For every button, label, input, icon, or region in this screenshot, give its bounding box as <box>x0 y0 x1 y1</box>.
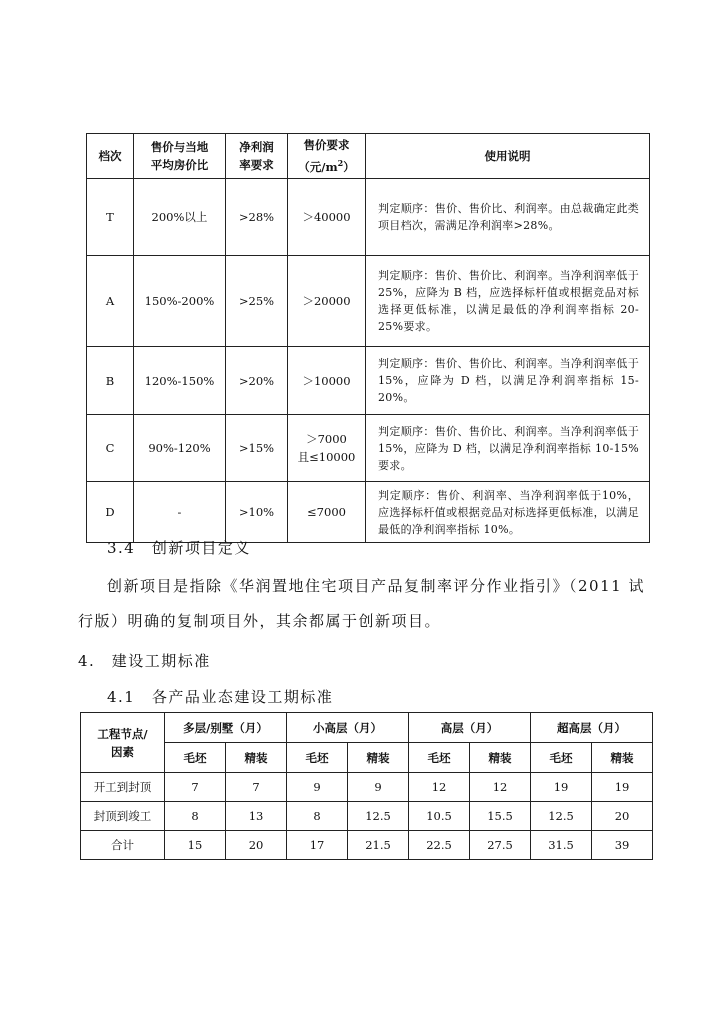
header-node-line1: 工程节点/ <box>97 726 148 741</box>
table-row <box>87 482 650 543</box>
section-4-1-heading: 4.1 各产品业态建设工期标准 <box>107 688 334 706</box>
margin-cell: >25% <box>226 256 288 347</box>
header-grade: 档次 <box>87 134 134 179</box>
note-cell: 判定顺序：售价、售价比、利润率。当净利润率低于 15%，应降为 D 档，以满足净利润率指标 15-20%。 <box>366 347 650 415</box>
note-cell: 判定顺序：售价、售价比、利润率。由总裁确定此类项目档次，需满足净利润率>28%。 <box>366 179 650 256</box>
value-cell: 7 <box>226 773 287 802</box>
header-usage: 使用说明 <box>366 134 650 179</box>
grade-standard-table <box>86 133 650 543</box>
header-finished: 精装 <box>226 743 287 773</box>
value-cell: 17 <box>287 831 348 860</box>
price-cell: ＞20000 <box>288 256 366 347</box>
paragraph-line1: 创新项目是指除《华润置地住宅项目产品复制率评分作业指引》（2011 试 <box>107 577 645 595</box>
price-cell: ＞10000 <box>288 347 366 415</box>
value-cell: 10.5 <box>409 802 470 831</box>
table-row <box>81 831 653 860</box>
value-cell: 9 <box>287 773 348 802</box>
row-label: 开工到封顶 <box>81 773 165 802</box>
grade-cell: D <box>87 482 134 543</box>
note-cell: 判定顺序：售价、利润率、当净利润率低于10%，应选择标杆值或根据竞品对标选择更低标准，以满足最低的净利润率指标 10%。 <box>366 482 650 543</box>
margin-cell: >10% <box>226 482 288 543</box>
table-row <box>87 415 650 482</box>
header-group-highrise: 高层（月） <box>409 713 531 743</box>
margin-cell: >28% <box>226 179 288 256</box>
header-price-close: ） <box>343 159 355 174</box>
header-group-small-highrise: 小高层（月） <box>287 713 409 743</box>
section-4-heading: 4. 建设工期标准 <box>78 652 211 670</box>
value-cell: 7 <box>165 773 226 802</box>
header-margin-line1: 净利润 <box>239 140 274 154</box>
ratio-cell: - <box>134 482 226 543</box>
value-cell: 22.5 <box>409 831 470 860</box>
price-cell: ＞40000 <box>288 179 366 256</box>
header-price-ratio <box>134 134 226 179</box>
value-cell: 12 <box>409 773 470 802</box>
header-price-sup: 2 <box>337 158 344 169</box>
header-price-line1: 售价要求 <box>303 138 350 153</box>
header-rough: 毛坯 <box>531 743 592 773</box>
header-rough: 毛坯 <box>409 743 470 773</box>
value-cell: 15.5 <box>470 802 531 831</box>
table-row <box>81 773 653 802</box>
ratio-cell: 120%-150% <box>134 347 226 415</box>
header-margin <box>226 134 288 179</box>
value-cell: 20 <box>226 831 287 860</box>
value-cell: 15 <box>165 831 226 860</box>
value-cell: 8 <box>287 802 348 831</box>
note-cell: 判定顺序：售价、售价比、利润率。当净利润率低于 25%，应降为 B 档，应选择标杆值或根据竞品对标选择更低标准，以满足最低的净利润率指标 20-25%要求。 <box>366 256 650 347</box>
price-cell: ≤7000 <box>288 482 366 543</box>
table-row <box>81 802 653 831</box>
value-cell: 12.5 <box>531 802 592 831</box>
value-cell: 19 <box>592 773 653 802</box>
header-rough: 毛坯 <box>287 743 348 773</box>
grade-cell: T <box>87 179 134 256</box>
header-group-multilayer: 多层/别墅（月） <box>165 713 287 743</box>
table-row <box>87 256 650 347</box>
value-cell: 39 <box>592 831 653 860</box>
header-price-ratio-line1: 售价与当地 <box>150 140 209 154</box>
value-cell: 21.5 <box>348 831 409 860</box>
price-cell <box>288 415 366 482</box>
grade-cell: C <box>87 415 134 482</box>
table-subheader-row <box>81 743 653 773</box>
header-finished: 精装 <box>348 743 409 773</box>
value-cell: 20 <box>592 802 653 831</box>
note-cell: 判定顺序：售价、售价比、利润率。当净利润率低于 15%，应降为 D 档，以满足净利润率指标 10-15%要求。 <box>366 415 650 482</box>
value-cell: 12.5 <box>348 802 409 831</box>
header-price-unit: （元/m <box>298 159 338 174</box>
value-cell: 31.5 <box>531 831 592 860</box>
table-header-row <box>81 713 653 743</box>
ratio-cell: 150%-200% <box>134 256 226 347</box>
construction-period-table <box>80 712 653 860</box>
ratio-cell: 90%-120% <box>134 415 226 482</box>
table-row <box>87 347 650 415</box>
header-node <box>81 713 165 773</box>
grade-cell: B <box>87 347 134 415</box>
value-cell: 8 <box>165 802 226 831</box>
margin-cell: >15% <box>226 415 288 482</box>
table-header-row <box>87 134 650 179</box>
header-price <box>288 134 366 179</box>
header-node-line2: 因素 <box>111 744 134 759</box>
header-price-ratio-line2: 平均房价比 <box>150 158 209 172</box>
value-cell: 13 <box>226 802 287 831</box>
value-cell: 27.5 <box>470 831 531 860</box>
price-line1: ＞7000 <box>306 432 347 446</box>
header-group-super-highrise: 超高层（月） <box>531 713 653 743</box>
price-line2: 且≤10000 <box>297 450 356 464</box>
margin-cell: >20% <box>226 347 288 415</box>
value-cell: 12 <box>470 773 531 802</box>
ratio-cell: 200%以上 <box>134 179 226 256</box>
header-price-line2 <box>288 154 365 176</box>
value-cell: 9 <box>348 773 409 802</box>
header-margin-line2: 率要求 <box>239 158 274 172</box>
section-3-4-heading: 3.4 创新项目定义 <box>107 539 251 557</box>
header-rough: 毛坯 <box>165 743 226 773</box>
table-row <box>87 179 650 256</box>
row-label: 合计 <box>81 831 165 860</box>
row-label: 封顶到竣工 <box>81 802 165 831</box>
header-finished: 精装 <box>592 743 653 773</box>
grade-cell: A <box>87 256 134 347</box>
header-finished: 精装 <box>470 743 531 773</box>
paragraph-line2: 行版）明确的复制项目外，其余都属于创新项目。 <box>78 612 442 630</box>
value-cell: 19 <box>531 773 592 802</box>
